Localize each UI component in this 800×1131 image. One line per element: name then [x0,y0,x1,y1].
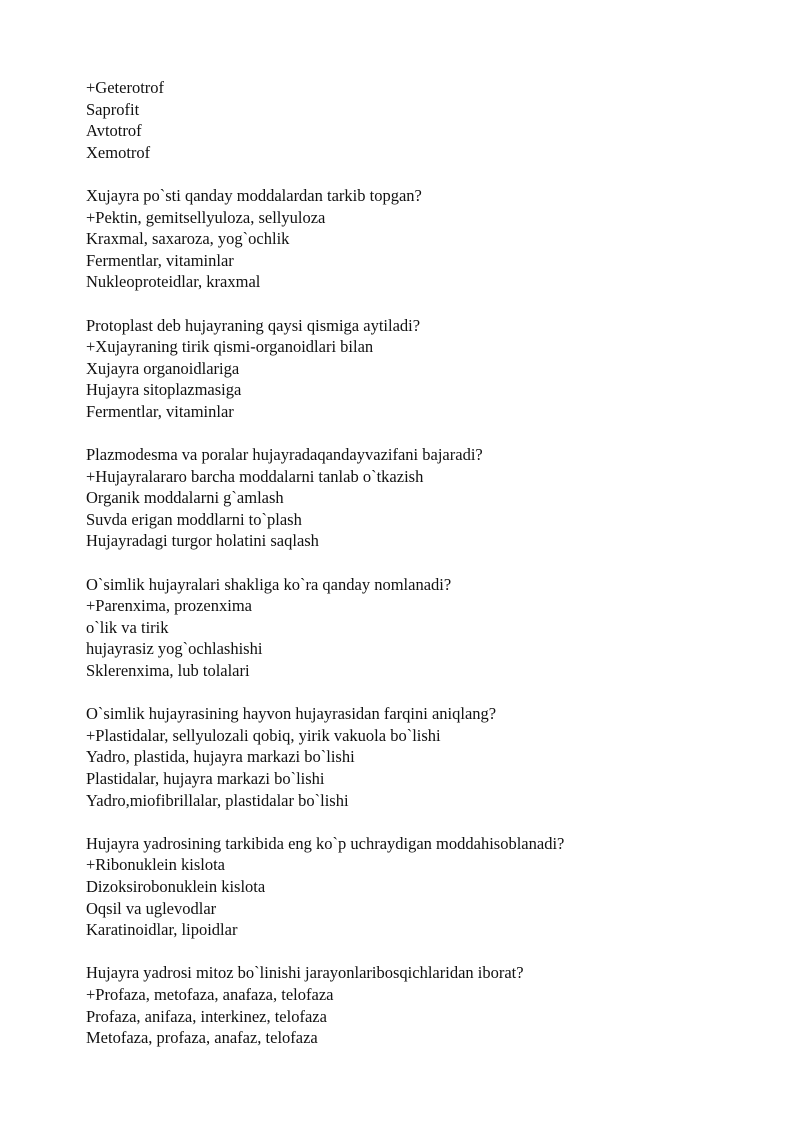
question-text: Hujayra yadrosi mitoz bo`linishi jarayonlaribosqichlaridan iborat? [86,963,524,983]
answer-option: Kraxmal, saxaroza, yog`ochlik [86,229,290,249]
answer-option: hujayrasiz yog`ochlashishi [86,639,263,659]
answer-option: Dizoksirobonuklein kislota [86,876,266,896]
question-text: Hujayra yadrosining tarkibida eng ko`p uchraydigan moddahisoblanadi? [86,833,565,853]
answer-option: Hujayradagi turgor holatini saqlash [86,531,319,551]
answer-option: Fermentlar, vitaminlar [86,401,234,421]
answer-option: Profaza, anifaza, interkinez, telofaza [86,1006,327,1026]
question-text: Xujayra po`sti qanday moddalardan tarkib topgan? [86,185,422,205]
answer-option: +Parenxima, prozenxima [86,596,252,616]
answer-option: Oqsil va uglevodlar [86,898,217,918]
question-block [86,77,776,163]
answer-option: Fermentlar, vitaminlar [86,250,234,270]
answer-option: Sklerenxima, lub tolalari [86,661,250,681]
answer-option: o`lik va tirik [86,617,169,637]
question-text: O`simlik hujayralari shakliga ko`ra qanday nomlanadi? [86,574,452,594]
answer-option: Plastidalar, hujayra markazi bo`lishi [86,769,325,788]
question-block [86,833,776,941]
answer-option: Organik moddalarni g`amlash [86,488,284,508]
answer-option: Avtotrof [86,121,142,141]
question-block [86,574,776,682]
answer-option: +Ribonuklein kislota [86,855,226,875]
answer-option: Suvda erigan moddlarni to`plash [86,509,302,529]
answer-option: Yadro, plastida, hujayra markazi bo`lishi [86,747,355,767]
question-block [86,315,776,423]
question-block [86,703,776,811]
answer-option: +Profaza, metofaza, anafaza, telofaza [86,984,334,1004]
question-text: O`simlik hujayrasining hayvon hujayrasidan farqini aniqlang? [86,704,497,724]
answer-option: Xujayra organoidlariga [86,358,240,378]
question-block [86,962,776,1048]
answer-option: +Hujayralararo barcha moddalarni tanlab o`tkazish [86,466,424,486]
answer-option: +Xujayraning tirik qismi-organoidlari bilan [86,337,374,357]
answer-option: +Plastidalar, sellyulozali qobiq, yirik vakuola bo`lishi [86,725,441,745]
answer-option: Nukleoproteidlar, kraxmal [86,272,261,292]
document-page [86,77,776,1070]
question-block [86,185,776,293]
answer-option: Saprofit [86,99,140,119]
answer-option: +Geterotrof [86,78,165,97]
answer-option: Yadro,miofibrillalar, plastidalar bo`lishi [86,790,349,810]
question-text: Protoplast deb hujayraning qaysi qismiga aytiladi? [86,315,421,335]
answer-option: Xemotrof [86,142,151,162]
answer-option: Karatinoidlar, lipoidlar [86,920,238,940]
question-block [86,444,776,552]
answer-option: Hujayra sitoplazmasiga [86,380,242,400]
answer-option: +Pektin, gemitsellyuloza, sellyuloza [86,207,326,227]
question-text: Plazmodesma va poralar hujayradaqandayvazifani bajaradi? [86,445,483,465]
answer-option: Metofaza, profaza, anafaz, telofaza [86,1028,318,1048]
